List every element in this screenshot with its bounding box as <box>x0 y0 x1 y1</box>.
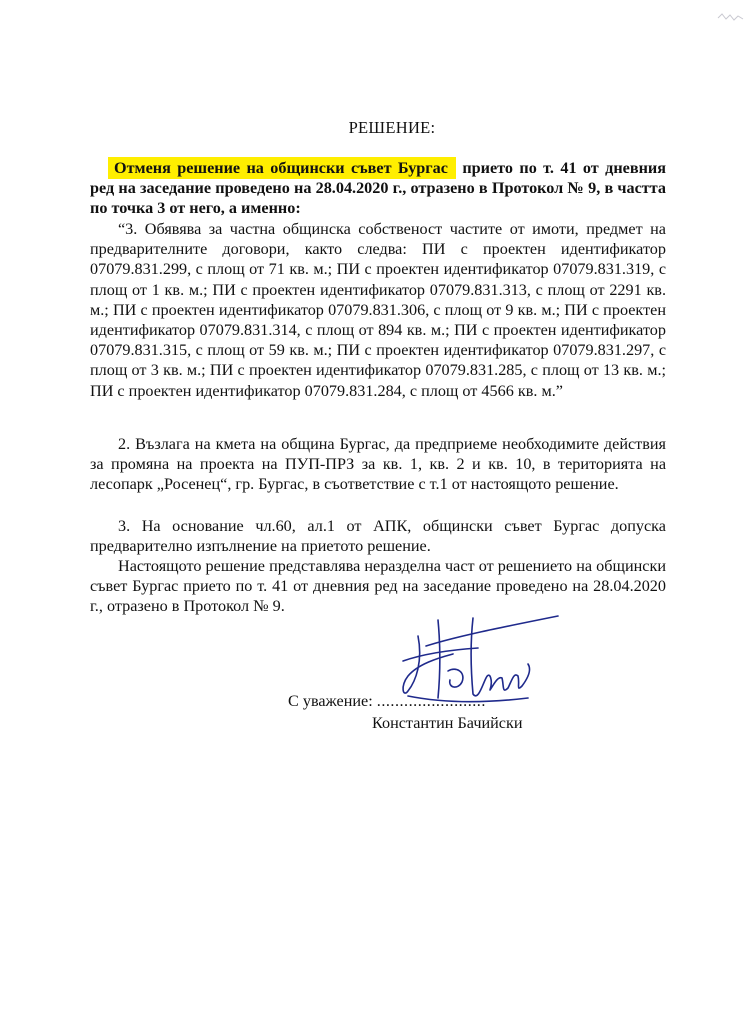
decision-item-2: 2. Възлага на кмета на община Бургас, да предприеме необходимите действия за промяна на проекта на ПУП-ПРЗ за кв. 1, кв. 2 и кв. 10, в територията на лесопарк „Росенец“, гр. Бургас, в съответствие с т.1 от настоящото решение. <box>90 435 666 494</box>
decision-item-3-quote: “3. Обявява за частна общинска собственост частите от имоти, предмет на предварителните договори, както следва: ПИ с проектен идентификатор 07079.831.299, с площ от 71 кв. м.; ПИ с проектен идентификатор 07079.831.319, с площ от 1 кв. м.; ПИ с проектен идентификатор 07079.831.313, с площ от 2291 кв. м.; ПИ с проектен идентификатор 07079.831.306, с площ от 9 кв. м.; ПИ с проектен идентификатор 07079.831.314, с площ от 894 кв. м.; ПИ с проектен идентификатор 07079.831.315, с площ от 59 кв. м.; ПИ с проектен идентификатор 07079.831.297, с площ от 3 кв. м.; ПИ с проектен идентификатор 07079.831.285, с площ от 13 кв. м.; ПИ с проектен идентификатор 07079.831.284, с площ от 4566 кв. м.” <box>90 220 666 400</box>
document-title: РЕШЕНИЕ: <box>348 118 436 137</box>
intro-paragraph <box>90 158 666 219</box>
regards-line <box>288 692 486 711</box>
decision-item-3: 3. На основание чл.60, ал.1 от АПК, общински съвет Бургас допуска предварително изпълнение на приетото решение. <box>90 517 666 556</box>
signer-name: Константин Бачийски <box>372 714 523 732</box>
regards-label: С уважение: <box>288 692 373 710</box>
closing-paragraph: Настоящото решение представлява неразделна част от решението на общински съвет Бургас прието по т. 41 от дневния ред на заседание проведено на 28.04.2020 г., отразено в Протокол № 9. <box>90 557 666 616</box>
scan-artifact-icon <box>716 10 746 26</box>
signature-dots: ........................ <box>376 692 486 710</box>
highlighted-phrase: Отменя решение на общински съвет Бургас <box>108 157 456 179</box>
intro-rest: прието по т. 41 от дневния ред на заседание проведено на 28.04.2020 г., отразено в Протокол № 9, в частта по точка 3 от него, а именно: <box>90 159 666 218</box>
